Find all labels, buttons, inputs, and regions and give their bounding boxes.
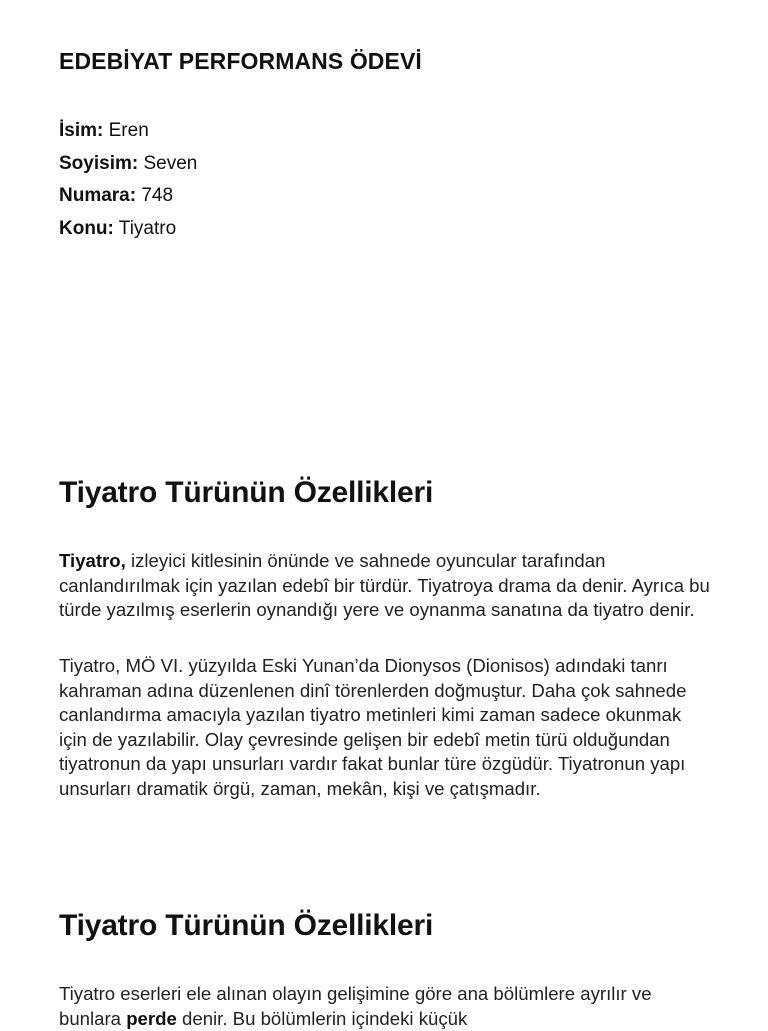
name-label: İsim: [59, 120, 104, 141]
surname-value: Seven [138, 152, 198, 174]
surname-label: Soyisim: [59, 152, 139, 174]
section2-paragraph-1-text-a: Tiyatro eserleri ele alınan olayın gelişimine göre ana bölümlere ayrılır ve bunlara [59, 983, 652, 1029]
topic-label: Konu: [59, 217, 114, 239]
student-surname-row [59, 148, 197, 181]
section-heading-2: Tiyatro Türünün Özellikleri [59, 909, 434, 942]
student-topic-row [59, 213, 197, 246]
number-label: Numara: [59, 185, 137, 206]
section1-paragraph-1 [59, 549, 714, 623]
term-tiyatro: Tiyatro, [59, 550, 126, 571]
name-value: Eren [103, 120, 149, 141]
term-perde: perde [126, 1007, 177, 1029]
topic-value: Tiyatro [113, 217, 177, 239]
student-info [59, 115, 197, 245]
section1-paragraph-1-text: izleyici kitlesinin önünde ve sahnede oyuncular tarafından canlandırılmak için yazılan edebî bir türdür. Tiyatroya drama da denir. Ayrıca bu türde yazılmış eserlerin oynandığı yere ve oynanma sanatına da tiyatro denir. [59, 550, 710, 620]
section1-paragraph-2: Tiyatro, MÖ VI. yüzyılda Eski Yunan’da Dionysos (Dionisos) adındaki tanrı kahraman adına düzenlenen dinî törenlerden doğmuştur. Daha çok sahnede canlandırma amacıyla yazılan tiyatro metinleri kimi zaman sadece okunmak için de yazılabilir. Olay çevresinde gelişen bir edebî metin türü olduğundan tiyatronun da yapı unsurları vardır fakat bunlar türe özgüdür. Tiyatronun yapı unsurları dramatik örgü, zaman, mekân, kişi ve çatışmadır. [59, 655, 687, 799]
student-number-row [59, 180, 197, 213]
section-heading-1: Tiyatro Türünün Özellikleri [59, 476, 434, 509]
section2-paragraph-1-text-b: denir. Bu bölümlerin içindeki küçük [176, 1007, 468, 1029]
document-title: EDEBİYAT PERFORMANS ÖDEVİ [59, 48, 422, 74]
student-name-row [59, 115, 197, 148]
number-value: 748 [136, 185, 174, 206]
